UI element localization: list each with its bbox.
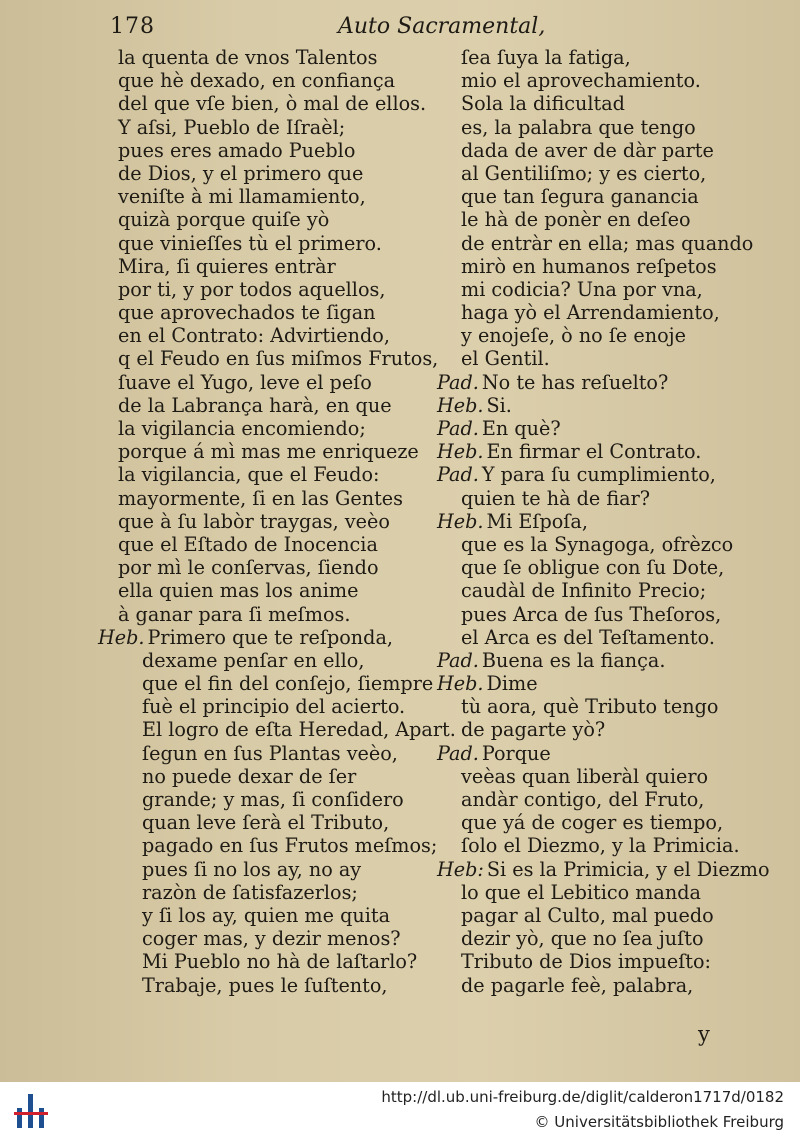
verse-line	[437, 974, 770, 997]
verse-line	[437, 788, 770, 811]
verse-text: la quenta de vnos Talentos	[118, 46, 378, 69]
verse-line	[118, 695, 456, 718]
verse-line	[118, 116, 456, 139]
verse-text: pues Arca de ſus Theſoros,	[461, 602, 722, 626]
verse-text: al Gentiliſmo; y es cierto,	[461, 161, 707, 185]
verse-text: Primero que te reſponda,	[147, 625, 393, 649]
verse-text: de pagarle feè, palabra,	[461, 973, 694, 997]
verse-line	[118, 927, 456, 950]
verse-text: Mi Pueblo no hà de laſtarlo?	[142, 950, 418, 974]
verse-text: coger mas, y dezir menos?	[142, 927, 401, 951]
verse-line	[118, 301, 456, 324]
speaker-label: Pad.	[437, 417, 479, 440]
verse-text: Buena es la fiança.	[481, 648, 666, 672]
verse-text: del que vſe bien, ò mal de ellos.	[118, 92, 427, 116]
speaker-label: Heb.	[437, 672, 484, 696]
verse-text: Porque	[481, 741, 551, 765]
verse-text: ella quien mas los anime	[118, 579, 359, 603]
verse-text: que el fin del conſejo, ſiempre	[142, 672, 434, 696]
verse-text: Si es la Primicia, y el Diezmo	[486, 857, 770, 881]
verse-line	[118, 742, 456, 765]
verse-text: que aprovechados te ſigan	[118, 301, 376, 325]
footer	[0, 1082, 800, 1139]
permalink-link[interactable]: http://dl.ub.uni-freiburg.de/diglit/calderon1717d/0182	[381, 1088, 784, 1106]
verse-text: el Arca es del Teſtamento.	[461, 625, 715, 649]
verse-line	[118, 232, 456, 255]
verse-text: caudàl de Infinito Precio;	[461, 579, 707, 603]
verse-text: razòn de ſatisfazerlos;	[142, 880, 358, 904]
verse-line	[437, 232, 770, 255]
verse-text: que el Eſtado de Inocencia	[118, 532, 378, 556]
ub-freiburg-logo-icon	[14, 1094, 48, 1128]
verse-line	[437, 92, 770, 115]
verse-line	[118, 208, 456, 231]
verse-line	[437, 347, 770, 370]
verse-line	[118, 811, 456, 834]
verse-line	[437, 950, 770, 973]
verse-line	[437, 510, 770, 533]
verse-text: de la Labrança harà, en que	[118, 393, 392, 417]
verse-line	[437, 626, 770, 649]
verse-text: que yá de coger es tiempo,	[461, 811, 724, 835]
verse-text: dezir yò, que no ſea juſto	[461, 927, 704, 951]
speaker-label: Pad.	[437, 370, 479, 394]
verse-line	[437, 603, 770, 626]
verse-line	[437, 487, 770, 510]
verse-text: la vigilancia encomiendo;	[118, 417, 366, 440]
verse-text: de entràr en ella; mas quando	[461, 231, 754, 255]
verse-line	[437, 255, 770, 278]
verse-line	[118, 649, 456, 672]
verse-text: ſegun en ſus Plantas veèo,	[142, 741, 398, 765]
verse-line	[437, 162, 770, 185]
verse-line	[437, 278, 770, 301]
left-column	[98, 46, 456, 997]
speaker-label: Pad.	[437, 648, 479, 672]
verse-line	[437, 533, 770, 556]
verse-line	[118, 834, 456, 857]
verse-text: quien te hà de fiar?	[461, 486, 651, 510]
verse-text: Sola la dificultad	[461, 92, 625, 116]
verse-line	[437, 463, 770, 486]
verse-line	[118, 440, 456, 463]
verse-line	[437, 695, 770, 718]
verse-text: por ti, y por todos aquellos,	[118, 277, 386, 301]
verse-line	[118, 881, 456, 904]
verse-text: No te has reſuelto?	[481, 370, 669, 394]
verse-text: à ganar para ſi meſmos.	[118, 602, 351, 626]
verse-line	[118, 394, 456, 417]
verse-line	[118, 533, 456, 556]
verse-text: haga yò el Arrendamiento,	[461, 301, 720, 325]
speaker-label: Heb.	[437, 440, 484, 464]
speaker-label: Heb.	[437, 393, 484, 417]
verse-text: Tributo de Dios impueſto:	[461, 950, 712, 974]
copyright-notice: © Universitätsbibliothek Freiburg	[534, 1113, 784, 1131]
verse-text: la vigilancia, que el Feudo:	[118, 463, 380, 487]
verse-line	[118, 556, 456, 579]
verse-text: pues eres amado Pueblo	[118, 138, 356, 162]
verse-line	[437, 927, 770, 950]
speaker-label: Heb.	[437, 509, 484, 533]
verse-line	[118, 69, 456, 92]
verse-text: por mì le conſervas, ſiendo	[118, 556, 379, 580]
verse-text: que tan ſegura ganancia	[461, 185, 699, 209]
verse-text: quan leve ſerà el Tributo,	[142, 811, 390, 835]
verse-text: dada de aver de dàr parte	[461, 138, 714, 162]
verse-line	[118, 347, 456, 370]
verse-text: de pagarte yò?	[461, 718, 606, 742]
verse-line	[118, 162, 456, 185]
verse-line	[118, 255, 456, 278]
verse-text: quizà porque quiſe yò	[118, 208, 330, 232]
verse-text: no puede dexar de ſer	[142, 764, 357, 788]
verse-line	[118, 858, 456, 881]
verse-line	[437, 394, 770, 417]
verse-line	[437, 208, 770, 231]
verse-text: Mi Eſpoſa,	[486, 509, 588, 533]
verse-text: pagado en ſus Frutos meſmos;	[142, 834, 438, 858]
verse-text: el Gentil.	[461, 347, 550, 371]
verse-line	[437, 301, 770, 324]
verse-line	[437, 139, 770, 162]
verse-line	[118, 463, 456, 486]
verse-line	[118, 718, 456, 741]
verse-line	[437, 556, 770, 579]
verse-text: veniſte à mi llamamiento,	[118, 185, 366, 209]
verse-text: grande; y mas, ſi conſidero	[142, 788, 404, 811]
verse-text: pagar al Culto, mal puedo	[461, 903, 714, 927]
verse-line	[437, 811, 770, 834]
verse-line	[118, 417, 456, 440]
verse-text: ſolo el Diezmo, y la Primicia.	[461, 834, 740, 858]
verse-line	[118, 324, 456, 347]
verse-text: andàr contigo, del Fruto,	[461, 788, 705, 811]
verse-text: Y aſsi, Pueblo de Iſraèl;	[118, 115, 346, 139]
verse-line	[437, 116, 770, 139]
verse-text: Y para ſu cumplimiento,	[481, 463, 716, 487]
verse-text: es, la palabra que tengo	[461, 115, 696, 139]
speaker-label: Heb.	[98, 625, 145, 649]
verse-text: fuè el principio del acierto.	[142, 695, 406, 719]
speaker-label: Heb:	[437, 857, 484, 881]
verse-text: porque á mì mas me enriqueze	[118, 440, 419, 464]
running-title: Auto Sacramental,	[338, 14, 546, 39]
verse-text: le hà de ponèr en deſeo	[461, 208, 691, 232]
verse-line	[437, 858, 770, 881]
verse-text: q el Feudo en ſus miſmos Frutos,	[118, 347, 439, 371]
verse-text: de Dios, y el primero que	[118, 161, 364, 185]
verse-line	[437, 649, 770, 672]
verse-line	[118, 371, 456, 394]
verse-line	[118, 603, 456, 626]
verse-text: lo que el Lebitico manda	[461, 880, 701, 904]
verse-text: mio el aprovechamiento.	[461, 69, 701, 93]
verse-line	[118, 278, 456, 301]
verse-text: ſuave el Yugo, leve el peſo	[118, 370, 372, 394]
verse-text: mi codicia? Una por vna,	[461, 277, 703, 301]
verse-line	[118, 765, 456, 788]
verse-line	[437, 440, 770, 463]
verse-text: En què?	[481, 417, 561, 440]
verse-line	[98, 626, 456, 649]
verse-text: pues ſi no los ay, no ay	[142, 857, 362, 881]
verse-line	[437, 324, 770, 347]
running-head	[110, 14, 750, 44]
verse-text: que es la Synagoga, ofrèzco	[461, 532, 734, 556]
verse-text: dexame penſar en ello,	[142, 648, 365, 672]
verse-line	[437, 579, 770, 602]
verse-line	[118, 904, 456, 927]
verse-line	[437, 881, 770, 904]
verse-line	[118, 139, 456, 162]
verse-text: Dime	[486, 672, 538, 696]
verse-text: Trabaje, pues le ſuſtento,	[142, 973, 388, 997]
verse-line	[437, 46, 770, 69]
catchword: y	[698, 1022, 710, 1046]
verse-line	[118, 950, 456, 973]
speaker-label: Pad.	[437, 741, 479, 765]
verse-text: mirò en humanos reſpetos	[461, 254, 717, 278]
verse-text: que ſe obligue con ſu Dote,	[461, 556, 725, 580]
verse-text: tù aora, què Tributo tengo	[461, 695, 719, 719]
verse-text: que à ſu labòr traygas, veèo	[118, 509, 390, 533]
verse-line	[437, 742, 770, 765]
verse-text: Mira, ſi quieres entràr	[118, 254, 336, 278]
verse-line	[437, 185, 770, 208]
verse-text: El logro de eſta Heredad, Apart.	[142, 718, 456, 742]
verse-line	[437, 417, 770, 440]
verse-line	[437, 371, 770, 394]
verse-text: veèas quan liberàl quiero	[461, 764, 709, 788]
verse-text: que vinieſſes tù el primero.	[118, 231, 382, 255]
verse-line	[118, 185, 456, 208]
verse-line	[118, 974, 456, 997]
verse-line	[118, 487, 456, 510]
verse-line	[118, 788, 456, 811]
verse-line	[437, 672, 770, 695]
right-column	[437, 46, 770, 997]
verse-line	[437, 718, 770, 741]
verse-line	[118, 92, 456, 115]
verse-line	[118, 672, 456, 695]
verse-line	[118, 579, 456, 602]
verse-text: mayormente, ſi en las Gentes	[118, 486, 403, 510]
verse-line	[437, 765, 770, 788]
verse-text: En firmar el Contrato.	[486, 440, 702, 464]
verse-text: que hè dexado, en confiança	[118, 69, 396, 93]
page-number: 178	[110, 14, 155, 39]
verse-line	[437, 834, 770, 857]
speaker-label: Pad.	[437, 463, 479, 487]
verse-text: y ſi los ay, quien me quita	[142, 903, 391, 927]
verse-line	[118, 510, 456, 533]
verse-line	[437, 69, 770, 92]
verse-text: ſea ſuya la fatiga,	[461, 46, 631, 69]
verse-text: y enojeſe, ò no ſe enoje	[461, 324, 686, 348]
verse-line	[118, 46, 456, 69]
verse-text: en el Contrato: Advirtiendo,	[118, 324, 390, 348]
verse-line	[437, 904, 770, 927]
verse-text: Si.	[486, 393, 512, 417]
